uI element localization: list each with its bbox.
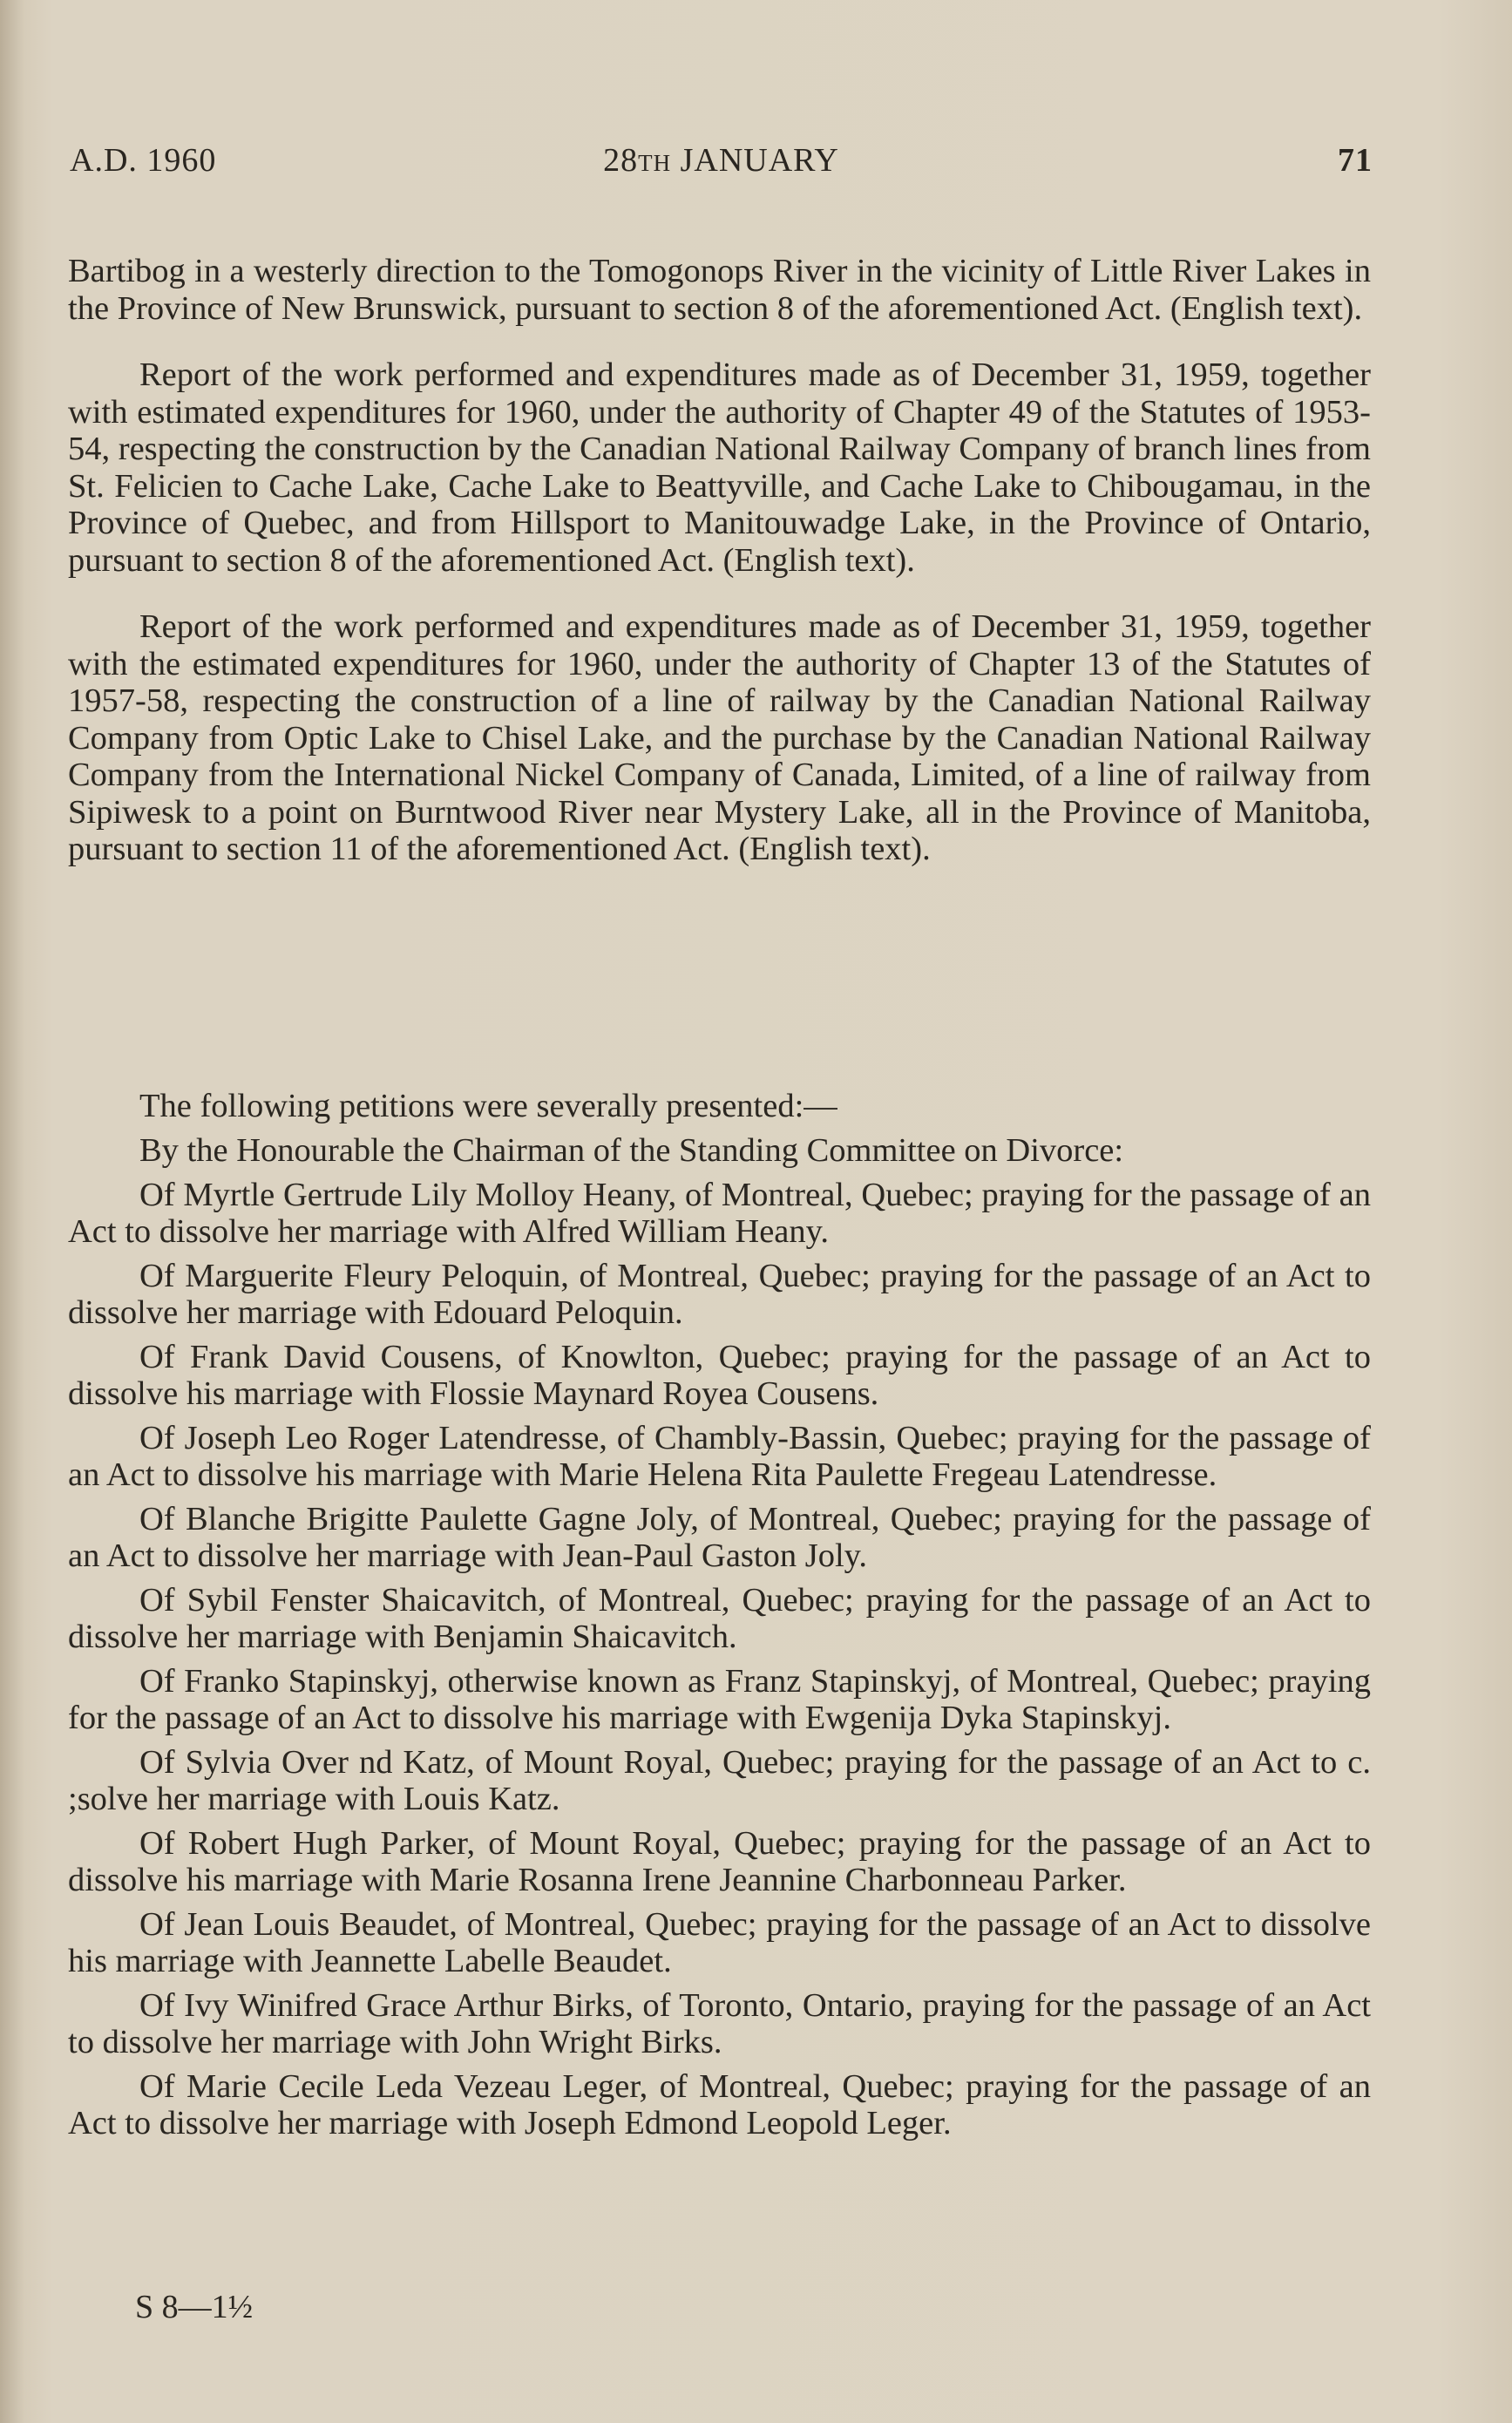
petition-item: Of Sybil Fenster Shaicavitch, of Montreal, Quebec; praying for the passage of an Act to dissolve her marriage with Benjamin Shaicavitch. xyxy=(68,1582,1371,1655)
petition-item: Of Marie Cecile Leda Vezeau Leger, of Montreal, Quebec; praying for the passage of an Act to dissolve her marriage with Joseph Edmond Leopold Leger. xyxy=(68,2068,1371,2141)
petition-item: Of Sylvia Over nd Katz, of Mount Royal, Quebec; praying for the passage of an Act to c. ;solve her marriage with Louis Katz. xyxy=(68,1744,1371,1817)
petition-item: Of Ivy Winifred Grace Arthur Birks, of Toronto, Ontario, praying for the passage of an Act to dissolve her marriage with John Wright Birks. xyxy=(68,1987,1371,2060)
petition-item: Of Franko Stapinskyj, otherwise known as Franz Stapinskyj, of Montreal, Quebec; praying for the passage of an Act to dissolve his marriage with Ewgenija Dyka Stapinskyj. xyxy=(68,1663,1371,1736)
report-paragraph: Report of the work performed and expenditures made as of December 31, 1959, together with the estimated expenditures for 1960, under the authority of Chapter 13 of the Statutes of 1957-58, respecting the construction of a line of railway by the Canadian National Railway Company from Optic Lake to Chisel Lake, and the purchase by the Canadian National Railway Company from the International Nickel Company of Canada, Limited, of a line of railway from Sipiwesk to a point on Burntwood River near Mystery Lake, all in the Province of Manitoba, pursuant to section 11 of the aforementioned Act. (English text). xyxy=(68,608,1371,867)
header-year: A.D. 1960 xyxy=(70,142,217,179)
header-date-day: 28 xyxy=(603,142,639,179)
signature-mark: S 8—1½ xyxy=(135,2289,254,2325)
petitions-by-line: By the Honourable the Chairman of the Standing Committee on Divorce: xyxy=(139,1132,1124,1169)
header-date-suffix: TH xyxy=(638,150,672,176)
petition-item: Of Marguerite Fleury Peloquin, of Montreal, Quebec; praying for the passage of an Act to dissolve her marriage with Edouard Peloquin. xyxy=(68,1258,1371,1331)
petition-item: Of Frank David Cousens, of Knowlton, Quebec; praying for the passage of an Act to dissolve his marriage with Flossie Maynard Royea Cousens. xyxy=(68,1339,1371,1412)
petition-item: Of Jean Louis Beaudet, of Montreal, Quebec; praying for the passage of an Act to dissolve his marriage with Jeannette Labelle Beaudet. xyxy=(68,1906,1371,1979)
header-date-month: JANUARY xyxy=(680,142,839,179)
petitions-section xyxy=(68,1088,1371,2149)
petition-item: Of Joseph Leo Roger Latendresse, of Chambly-Bassin, Quebec; praying for the passage of an Act to dissolve his marriage with Marie Helena Rita Paulette Fregeau Latendresse. xyxy=(68,1420,1371,1493)
header-date xyxy=(70,141,1373,180)
petition-item: Of Blanche Brigitte Paulette Gagne Joly, of Montreal, Quebec; praying for the passage of an Act to dissolve her marriage with Jean-Paul Gaston Joly. xyxy=(68,1501,1371,1574)
petition-item: Of Robert Hugh Parker, of Mount Royal, Quebec; praying for the passage of an Act to dissolve his marriage with Marie Rosanna Irene Jeannine Charbonneau Parker. xyxy=(68,1825,1371,1898)
reports-section xyxy=(68,253,1371,868)
page-number: 71 xyxy=(1338,142,1373,179)
report-paragraph: Bartibog in a westerly direction to the Tomogonops River in the vicinity of Little River Lakes in the Province of New Brunswick, pursuant to section 8 of the aforementioned Act. (English text). xyxy=(68,253,1371,327)
petition-item: Of Myrtle Gertrude Lily Molloy Heany, of Montreal, Quebec; praying for the passage of an Act to dissolve her marriage with Alfred William Heany. xyxy=(68,1177,1371,1250)
report-paragraph: Report of the work performed and expenditures made as of December 31, 1959, together with estimated expenditures for 1960, under the authority of Chapter 49 of the Statutes of 1953-54, respecting the construction by the Canadian National Railway Company of branch lines from St. Felicien to Cache Lake, Cache Lake to Beattyville, and Cache Lake to Chibougamau, in the Province of Quebec, and from Hillsport to Manitouwadge Lake, in the Province of Ontario, pursuant to section 8 of the aforementioned Act. (English text). xyxy=(68,356,1371,579)
petitions-intro: The following petitions were severally presented:— xyxy=(139,1088,837,1124)
